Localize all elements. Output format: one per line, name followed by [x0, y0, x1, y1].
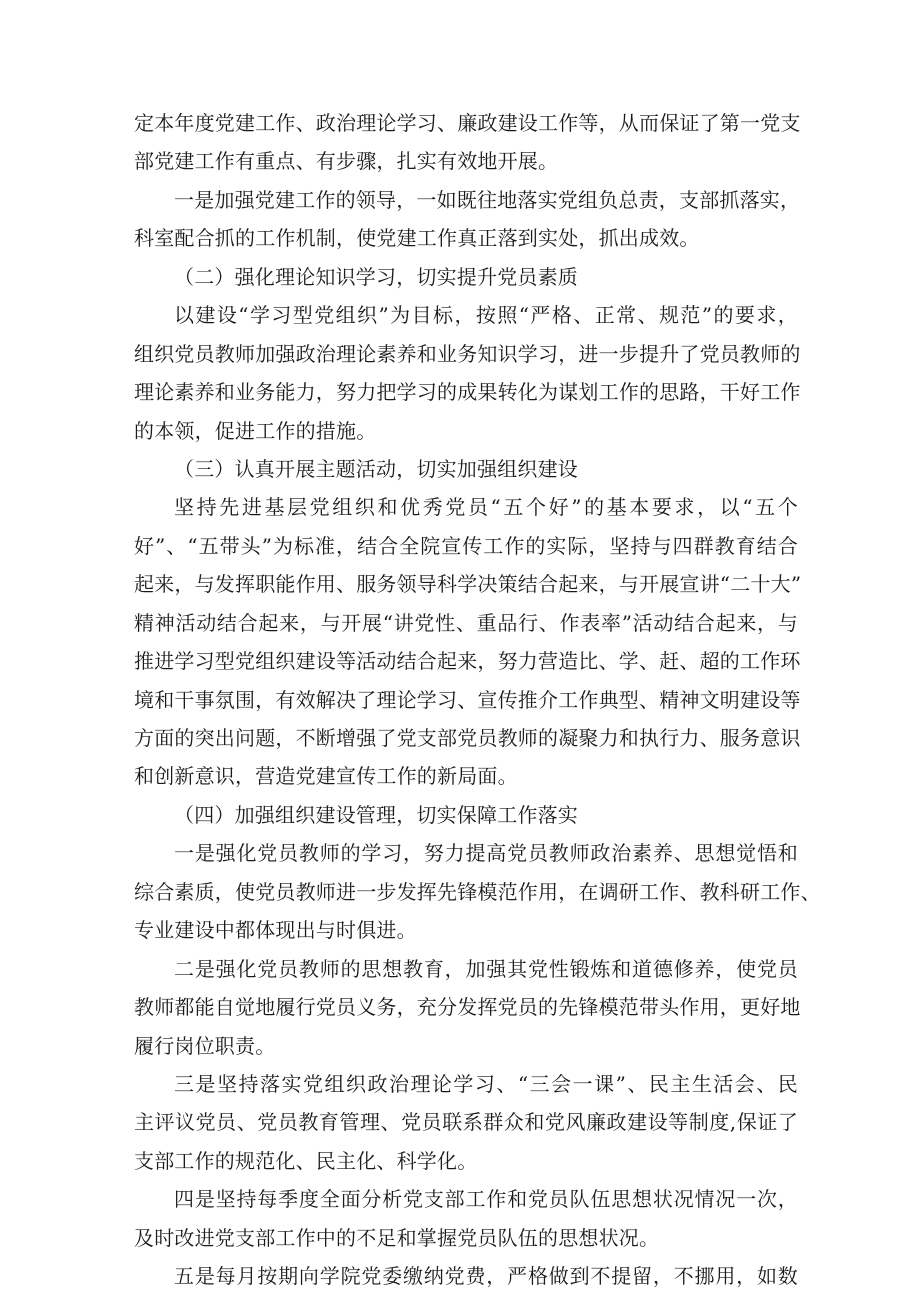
- text-line: 起来，与发挥职能作用、服务领导科学决策结合起来，与开展宣讲“二十大”: [134, 572, 802, 597]
- text-line: 五是每月按期向学院党委缴纳党费，严格做到不提留，不挪用，如数: [174, 1264, 798, 1289]
- text-line: 组织党员教师加强政治理论素养和业务知识学习，进一步提升了党员教师的: [134, 341, 801, 366]
- section-heading: [134, 450, 798, 488]
- paragraph: [134, 1257, 798, 1295]
- text-line: 好”、“五带头”为标准，结合全院宣传工作的实际，坚持与四群教育结合: [134, 533, 798, 558]
- text-line: 主评议党员、党员教育管理、党员联系群众和党风廉政建设等制度,保证了: [134, 1110, 798, 1135]
- text-line: 三是坚持落实党组织政治理论学习、“三会一课”、民主生活会、民: [174, 1071, 798, 1096]
- paragraph: [134, 488, 802, 796]
- text-line: 的本领，促进工作的措施。: [134, 418, 377, 443]
- text-line: 四是坚持每季度全面分析党支部工作和党员队伍思想状况情况一次，: [174, 1187, 798, 1212]
- text-line: 专业建设中都体现出与时俱进。: [134, 918, 417, 943]
- text-line: 精神活动结合起来，与开展“讲党性、重品行、作表率”活动结合起来，与: [134, 610, 798, 635]
- text-line: 推进学习型党组织建设等活动结合起来，努力营造比、学、赶、超的工作环: [134, 649, 801, 674]
- text-line: 履行岗位职责。: [134, 1033, 276, 1058]
- text-line: 一是强化党员教师的学习，努力提高党员教师政治素养、思想觉悟和: [174, 841, 798, 866]
- text-line: （三）认真开展主题活动，切实加强组织建设: [174, 456, 578, 481]
- text-line: 部党建工作有重点、有步骤，扎实有效地开展。: [134, 149, 559, 174]
- text-line: 二是强化党员教师的思想教育，加强其党性锻炼和道德修养，使党员: [174, 956, 798, 981]
- section-heading: [134, 258, 798, 296]
- paragraph: [134, 104, 801, 181]
- text-line: 坚持先进基层党组织和优秀党员“五个好”的基本要求，以“五个: [174, 495, 798, 520]
- text-line: （四）加强组织建设管理，切实保障工作落实: [174, 802, 578, 827]
- text-line: 以建设“学习型党组织”为目标，按照“严格、正常、规范”的要求，: [174, 303, 798, 328]
- paragraph: [134, 950, 801, 1065]
- text-line: 定本年度党建工作、政治理论学习、廉政建设工作等，从而保证了第一党支: [134, 111, 801, 135]
- text-line: 科室配合抓的工作机制，使党建工作真正落到实处，抓出成效。: [134, 226, 700, 251]
- text-line: 和创新意识，营造党建宣传工作的新局面。: [134, 764, 518, 789]
- text-line: 教师都能自觉地履行党员义务，充分发挥党员的先锋模范带头作用，更好地: [134, 995, 801, 1020]
- text-line: 境和干事氛围，有效解决了理论学习、宣传推介工作典型、精神文明建设等: [134, 687, 801, 712]
- text-line: 综合素质，使党员教师进一步发挥先锋模范作用，在调研工作、教科研工作、: [134, 879, 821, 904]
- text-line: 方面的突出问题，不断增强了党支部党员教师的凝聚力和执行力、服务意识: [134, 726, 801, 750]
- paragraph: [134, 1065, 798, 1180]
- text-line: 及时改进党支部工作中的不足和掌握党员队伍的思想状况。: [134, 1225, 660, 1250]
- paragraph: [134, 1180, 798, 1257]
- paragraph: [134, 834, 821, 949]
- text-line: 一是加强党建工作的领导，一如既往地落实党组负总责，支部抓落实，: [174, 187, 801, 212]
- text-line: （二）强化理论知识学习，切实提升党员素质: [174, 264, 578, 289]
- text-line: 支部工作的规范化、民主化、科学化。: [134, 1148, 478, 1173]
- paragraph: [134, 296, 801, 450]
- document-page: [134, 104, 821, 1296]
- section-heading: [134, 796, 798, 834]
- text-line: 理论素养和业务能力，努力把学习的成果转化为谋划工作的思路，干好工作: [134, 380, 801, 405]
- paragraph: [134, 181, 801, 258]
